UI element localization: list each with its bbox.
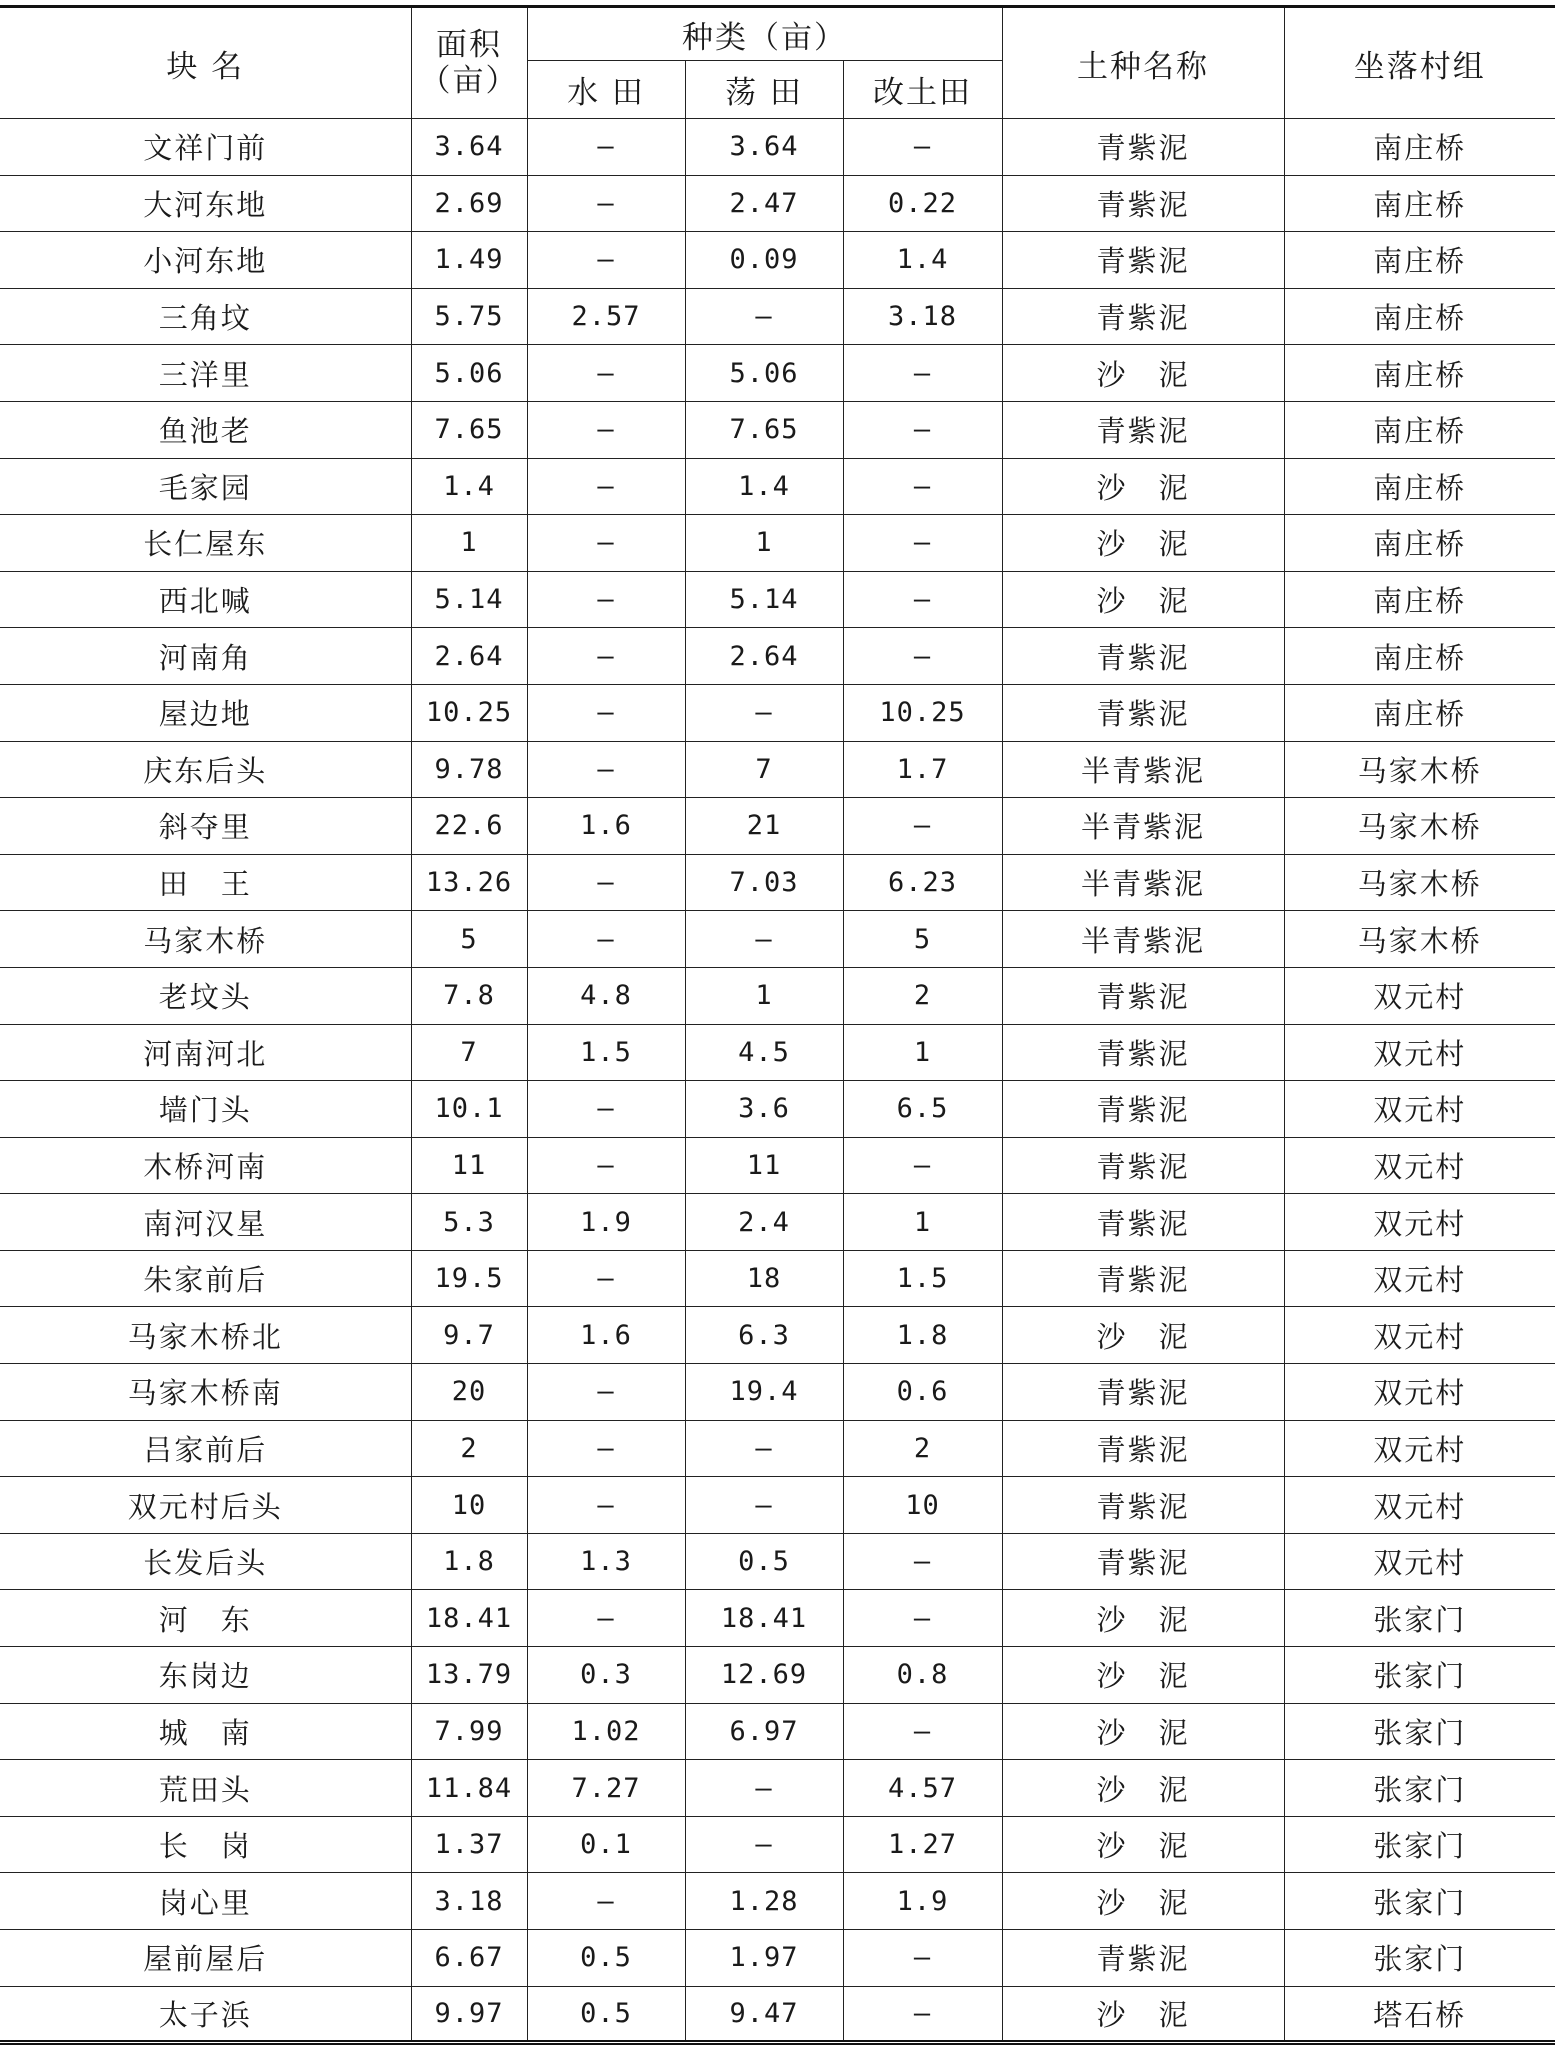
- area-cell: 1.8: [411, 1533, 527, 1590]
- table-row: [0, 1137, 1555, 1194]
- dang-cell: 5.14: [685, 571, 843, 628]
- converted-cell: 2: [843, 1420, 1002, 1477]
- dang-cell: 7.03: [685, 854, 843, 911]
- dang-cell: 18.41: [685, 1590, 843, 1647]
- dang-cell: 6.97: [685, 1703, 843, 1760]
- village-cell: 南庄桥: [1284, 175, 1555, 232]
- converted-cell: 6.23: [843, 854, 1002, 911]
- converted-cell: 0.22: [843, 175, 1002, 232]
- soil-name-cell: 青紫泥: [1002, 175, 1284, 232]
- soil-name-cell: 半青紫泥: [1002, 741, 1284, 798]
- table-row: [0, 458, 1555, 515]
- village-cell: 张家门: [1284, 1703, 1555, 1760]
- dang-cell: 12.69: [685, 1647, 843, 1704]
- dang-cell: 3.6: [685, 1081, 843, 1138]
- dang-cell: —: [685, 911, 843, 968]
- area-cell: 13.79: [411, 1647, 527, 1704]
- table-row: [0, 175, 1555, 232]
- area-cell: 13.26: [411, 854, 527, 911]
- table-header: [0, 7, 1555, 119]
- area-cell: 1.37: [411, 1816, 527, 1873]
- paddy-cell: —: [527, 1081, 685, 1138]
- dang-cell: 5.06: [685, 345, 843, 402]
- dang-cell: 1: [685, 515, 843, 572]
- table-row: [0, 798, 1555, 855]
- soil-name-cell: 沙 泥: [1002, 1986, 1284, 2043]
- block-name-cell: 文祥门前: [0, 119, 411, 176]
- header-block-name: 块 名: [0, 7, 411, 119]
- dang-cell: 19.4: [685, 1364, 843, 1421]
- dang-cell: 2.4: [685, 1194, 843, 1251]
- soil-name-cell: 半青紫泥: [1002, 854, 1284, 911]
- block-name-cell: 斜夺里: [0, 798, 411, 855]
- area-cell: 20: [411, 1364, 527, 1421]
- paddy-cell: —: [527, 175, 685, 232]
- paddy-cell: —: [527, 1364, 685, 1421]
- soil-name-cell: 青紫泥: [1002, 1533, 1284, 1590]
- village-cell: 双元村: [1284, 1024, 1555, 1081]
- converted-cell: 1.4: [843, 232, 1002, 289]
- area-cell: 3.18: [411, 1873, 527, 1930]
- block-name-cell: 木桥河南: [0, 1137, 411, 1194]
- village-cell: 马家木桥: [1284, 854, 1555, 911]
- block-name-cell: 朱家前后: [0, 1250, 411, 1307]
- paddy-cell: 1.9: [527, 1194, 685, 1251]
- paddy-cell: —: [527, 628, 685, 685]
- village-cell: 南庄桥: [1284, 515, 1555, 572]
- area-cell: 6.67: [411, 1930, 527, 1987]
- village-cell: 南庄桥: [1284, 628, 1555, 685]
- paddy-cell: 1.02: [527, 1703, 685, 1760]
- village-cell: 南庄桥: [1284, 684, 1555, 741]
- block-name-cell: 长 岗: [0, 1816, 411, 1873]
- converted-cell: 6.5: [843, 1081, 1002, 1138]
- converted-cell: 10: [843, 1477, 1002, 1534]
- dang-cell: —: [685, 1760, 843, 1817]
- table-row: [0, 1816, 1555, 1873]
- paddy-cell: 0.5: [527, 1986, 685, 2043]
- block-name-cell: 墙门头: [0, 1081, 411, 1138]
- soil-name-cell: 沙 泥: [1002, 458, 1284, 515]
- village-cell: 南庄桥: [1284, 458, 1555, 515]
- soil-name-cell: 青紫泥: [1002, 1081, 1284, 1138]
- soil-name-cell: 青紫泥: [1002, 119, 1284, 176]
- converted-cell: 10.25: [843, 684, 1002, 741]
- table-row: [0, 515, 1555, 572]
- converted-cell: —: [843, 401, 1002, 458]
- soil-name-cell: 青紫泥: [1002, 1024, 1284, 1081]
- village-cell: 双元村: [1284, 1250, 1555, 1307]
- village-cell: 双元村: [1284, 1420, 1555, 1477]
- header-paddy: 水 田: [527, 61, 685, 119]
- area-cell: 7.65: [411, 401, 527, 458]
- dang-cell: 1.4: [685, 458, 843, 515]
- soil-name-cell: 半青紫泥: [1002, 798, 1284, 855]
- block-name-cell: 马家木桥北: [0, 1307, 411, 1364]
- village-cell: 双元村: [1284, 1364, 1555, 1421]
- dang-cell: 4.5: [685, 1024, 843, 1081]
- converted-cell: —: [843, 345, 1002, 402]
- soil-name-cell: 青紫泥: [1002, 288, 1284, 345]
- table-row: [0, 1590, 1555, 1647]
- table-row: [0, 571, 1555, 628]
- soil-name-cell: 青紫泥: [1002, 401, 1284, 458]
- table-row: [0, 119, 1555, 176]
- paddy-cell: —: [527, 1873, 685, 1930]
- village-cell: 马家木桥: [1284, 798, 1555, 855]
- paddy-cell: —: [527, 741, 685, 798]
- converted-cell: —: [843, 798, 1002, 855]
- converted-cell: 1.8: [843, 1307, 1002, 1364]
- header-soil-name: 土种名称: [1002, 7, 1284, 119]
- block-name-cell: 屋前屋后: [0, 1930, 411, 1987]
- converted-cell: 1: [843, 1024, 1002, 1081]
- paddy-cell: —: [527, 1477, 685, 1534]
- paddy-cell: —: [527, 515, 685, 572]
- converted-cell: 2: [843, 967, 1002, 1024]
- soil-name-cell: 青紫泥: [1002, 967, 1284, 1024]
- converted-cell: 1.7: [843, 741, 1002, 798]
- soil-name-cell: 沙 泥: [1002, 1816, 1284, 1873]
- paddy-cell: —: [527, 232, 685, 289]
- table-row: [0, 1250, 1555, 1307]
- area-cell: 5.14: [411, 571, 527, 628]
- converted-cell: 1: [843, 1194, 1002, 1251]
- village-cell: 张家门: [1284, 1930, 1555, 1987]
- village-cell: 双元村: [1284, 967, 1555, 1024]
- block-name-cell: 东岗边: [0, 1647, 411, 1704]
- area-cell: 22.6: [411, 798, 527, 855]
- converted-cell: —: [843, 1930, 1002, 1987]
- paddy-cell: 0.3: [527, 1647, 685, 1704]
- paddy-cell: 0.1: [527, 1816, 685, 1873]
- paddy-cell: 1.6: [527, 798, 685, 855]
- village-cell: 马家木桥: [1284, 911, 1555, 968]
- converted-cell: —: [843, 571, 1002, 628]
- paddy-cell: 2.57: [527, 288, 685, 345]
- area-cell: 2.69: [411, 175, 527, 232]
- block-name-cell: 三角坟: [0, 288, 411, 345]
- converted-cell: 1.27: [843, 1816, 1002, 1873]
- area-cell: 5.75: [411, 288, 527, 345]
- area-cell: 10.25: [411, 684, 527, 741]
- header-types: 种类（亩）: [527, 7, 1002, 61]
- soil-name-cell: 沙 泥: [1002, 1873, 1284, 1930]
- table-row: [0, 1194, 1555, 1251]
- table-row: [0, 401, 1555, 458]
- soil-name-cell: 青紫泥: [1002, 1930, 1284, 1987]
- paddy-cell: —: [527, 571, 685, 628]
- area-cell: 9.97: [411, 1986, 527, 2043]
- area-cell: 5.3: [411, 1194, 527, 1251]
- dang-cell: —: [685, 288, 843, 345]
- block-name-cell: 城 南: [0, 1703, 411, 1760]
- area-cell: 1.4: [411, 458, 527, 515]
- soil-name-cell: 青紫泥: [1002, 1364, 1284, 1421]
- dang-cell: 1.28: [685, 1873, 843, 1930]
- area-cell: 11.84: [411, 1760, 527, 1817]
- block-name-cell: 河南角: [0, 628, 411, 685]
- paddy-cell: —: [527, 854, 685, 911]
- village-cell: 南庄桥: [1284, 288, 1555, 345]
- table-row: [0, 1533, 1555, 1590]
- table-row: [0, 345, 1555, 402]
- header-dang: 荡 田: [685, 61, 843, 119]
- converted-cell: 5: [843, 911, 1002, 968]
- table-row: [0, 1024, 1555, 1081]
- dang-cell: 0.5: [685, 1533, 843, 1590]
- area-cell: 2.64: [411, 628, 527, 685]
- block-name-cell: 河 东: [0, 1590, 411, 1647]
- soil-name-cell: 青紫泥: [1002, 1250, 1284, 1307]
- block-name-cell: 南河汉星: [0, 1194, 411, 1251]
- village-cell: 双元村: [1284, 1307, 1555, 1364]
- dang-cell: 21: [685, 798, 843, 855]
- block-name-cell: 西北喊: [0, 571, 411, 628]
- converted-cell: —: [843, 1703, 1002, 1760]
- converted-cell: —: [843, 458, 1002, 515]
- table-row: [0, 1647, 1555, 1704]
- paddy-cell: —: [527, 458, 685, 515]
- table-row: [0, 1760, 1555, 1817]
- dang-cell: 7: [685, 741, 843, 798]
- dang-cell: —: [685, 1477, 843, 1534]
- block-name-cell: 老坟头: [0, 967, 411, 1024]
- village-cell: 马家木桥: [1284, 741, 1555, 798]
- soil-name-cell: 沙 泥: [1002, 345, 1284, 402]
- soil-name-cell: 青紫泥: [1002, 232, 1284, 289]
- soil-name-cell: 沙 泥: [1002, 1590, 1284, 1647]
- soil-name-cell: 青紫泥: [1002, 1420, 1284, 1477]
- village-cell: 南庄桥: [1284, 401, 1555, 458]
- block-name-cell: 大河东地: [0, 175, 411, 232]
- header-area-line2: （亩）: [419, 63, 519, 99]
- table-row: [0, 232, 1555, 289]
- dang-cell: 2.47: [685, 175, 843, 232]
- converted-cell: —: [843, 1137, 1002, 1194]
- village-cell: 张家门: [1284, 1760, 1555, 1817]
- block-name-cell: 毛家园: [0, 458, 411, 515]
- village-cell: 双元村: [1284, 1081, 1555, 1138]
- converted-cell: 1.9: [843, 1873, 1002, 1930]
- paddy-cell: 0.5: [527, 1930, 685, 1987]
- dang-cell: 18: [685, 1250, 843, 1307]
- block-name-cell: 马家木桥南: [0, 1364, 411, 1421]
- paddy-cell: 1.6: [527, 1307, 685, 1364]
- area-cell: 10.1: [411, 1081, 527, 1138]
- table-row: [0, 1081, 1555, 1138]
- dang-cell: 11: [685, 1137, 843, 1194]
- paddy-cell: —: [527, 1590, 685, 1647]
- table-row: [0, 741, 1555, 798]
- village-cell: 南庄桥: [1284, 571, 1555, 628]
- block-name-cell: 屋边地: [0, 684, 411, 741]
- dang-cell: 1: [685, 967, 843, 1024]
- soil-name-cell: 沙 泥: [1002, 1703, 1284, 1760]
- block-name-cell: 吕家前后: [0, 1420, 411, 1477]
- header-area-line1: 面积: [436, 27, 502, 63]
- table-row: [0, 684, 1555, 741]
- table-row: [0, 1477, 1555, 1534]
- village-cell: 张家门: [1284, 1590, 1555, 1647]
- soil-name-cell: 沙 泥: [1002, 1760, 1284, 1817]
- paddy-cell: —: [527, 911, 685, 968]
- village-cell: 双元村: [1284, 1477, 1555, 1534]
- village-cell: 南庄桥: [1284, 345, 1555, 402]
- soil-name-cell: 半青紫泥: [1002, 911, 1284, 968]
- paddy-cell: 7.27: [527, 1760, 685, 1817]
- table-row: [0, 911, 1555, 968]
- converted-cell: —: [843, 628, 1002, 685]
- area-cell: 7.8: [411, 967, 527, 1024]
- table-body: [0, 119, 1555, 2043]
- converted-cell: —: [843, 1986, 1002, 2043]
- paddy-cell: 1.3: [527, 1533, 685, 1590]
- village-cell: 双元村: [1284, 1194, 1555, 1251]
- area-cell: 1: [411, 515, 527, 572]
- block-name-cell: 鱼池老: [0, 401, 411, 458]
- area-cell: 9.7: [411, 1307, 527, 1364]
- village-cell: 张家门: [1284, 1873, 1555, 1930]
- converted-cell: —: [843, 1590, 1002, 1647]
- table-row: [0, 1307, 1555, 1364]
- village-cell: 塔石桥: [1284, 1986, 1555, 2043]
- area-cell: 9.78: [411, 741, 527, 798]
- paddy-cell: —: [527, 684, 685, 741]
- dang-cell: —: [685, 684, 843, 741]
- village-cell: 南庄桥: [1284, 232, 1555, 289]
- soil-name-cell: 青紫泥: [1002, 1477, 1284, 1534]
- soil-name-cell: 沙 泥: [1002, 1647, 1284, 1704]
- converted-cell: —: [843, 119, 1002, 176]
- dang-cell: 0.09: [685, 232, 843, 289]
- dang-cell: 6.3: [685, 1307, 843, 1364]
- soil-name-cell: 沙 泥: [1002, 515, 1284, 572]
- area-cell: 7.99: [411, 1703, 527, 1760]
- table-row: [0, 854, 1555, 911]
- block-name-cell: 岗心里: [0, 1873, 411, 1930]
- paddy-cell: —: [527, 345, 685, 402]
- converted-cell: 0.8: [843, 1647, 1002, 1704]
- area-cell: 1.49: [411, 232, 527, 289]
- block-name-cell: 小河东地: [0, 232, 411, 289]
- block-name-cell: 马家木桥: [0, 911, 411, 968]
- dang-cell: 7.65: [685, 401, 843, 458]
- soil-name-cell: 青紫泥: [1002, 684, 1284, 741]
- table-row: [0, 967, 1555, 1024]
- block-name-cell: 长发后头: [0, 1533, 411, 1590]
- converted-cell: —: [843, 515, 1002, 572]
- converted-cell: 3.18: [843, 288, 1002, 345]
- block-name-cell: 庆东后头: [0, 741, 411, 798]
- paddy-cell: 1.5: [527, 1024, 685, 1081]
- village-cell: 张家门: [1284, 1816, 1555, 1873]
- converted-cell: 0.6: [843, 1364, 1002, 1421]
- header-village: 坐落村组: [1284, 7, 1555, 119]
- converted-cell: 4.57: [843, 1760, 1002, 1817]
- table-row: [0, 1703, 1555, 1760]
- dang-cell: —: [685, 1816, 843, 1873]
- area-cell: 7: [411, 1024, 527, 1081]
- soil-name-cell: 青紫泥: [1002, 1194, 1284, 1251]
- table-row: [0, 1420, 1555, 1477]
- table-row: [0, 628, 1555, 685]
- table-row: [0, 1986, 1555, 2043]
- table-row: [0, 1930, 1555, 1987]
- paddy-cell: —: [527, 1137, 685, 1194]
- block-name-cell: 荒田头: [0, 1760, 411, 1817]
- soil-name-cell: 青紫泥: [1002, 1137, 1284, 1194]
- dang-cell: 9.47: [685, 1986, 843, 2043]
- soil-name-cell: 沙 泥: [1002, 571, 1284, 628]
- area-cell: 10: [411, 1477, 527, 1534]
- block-name-cell: 长仁屋东: [0, 515, 411, 572]
- converted-cell: —: [843, 1533, 1002, 1590]
- block-name-cell: 河南河北: [0, 1024, 411, 1081]
- paddy-cell: —: [527, 119, 685, 176]
- area-cell: 2: [411, 1420, 527, 1477]
- soil-block-table: [0, 5, 1555, 2045]
- paddy-cell: 4.8: [527, 967, 685, 1024]
- block-name-cell: 太子浜: [0, 1986, 411, 2043]
- area-cell: 5: [411, 911, 527, 968]
- block-name-cell: 双元村后头: [0, 1477, 411, 1534]
- soil-name-cell: 青紫泥: [1002, 628, 1284, 685]
- area-cell: 3.64: [411, 119, 527, 176]
- area-cell: 5.06: [411, 345, 527, 402]
- table-row: [0, 1364, 1555, 1421]
- paddy-cell: —: [527, 401, 685, 458]
- area-cell: 18.41: [411, 1590, 527, 1647]
- dang-cell: —: [685, 1420, 843, 1477]
- dang-cell: 1.97: [685, 1930, 843, 1987]
- village-cell: 南庄桥: [1284, 119, 1555, 176]
- block-name-cell: 田 王: [0, 854, 411, 911]
- soil-name-cell: 沙 泥: [1002, 1307, 1284, 1364]
- soil-table-container: [0, 5, 1555, 2045]
- header-converted: 改土田: [843, 61, 1002, 119]
- table-row: [0, 288, 1555, 345]
- dang-cell: 2.64: [685, 628, 843, 685]
- paddy-cell: —: [527, 1420, 685, 1477]
- table-row: [0, 1873, 1555, 1930]
- village-cell: 双元村: [1284, 1137, 1555, 1194]
- paddy-cell: —: [527, 1250, 685, 1307]
- block-name-cell: 三洋里: [0, 345, 411, 402]
- village-cell: 张家门: [1284, 1647, 1555, 1704]
- dang-cell: 3.64: [685, 119, 843, 176]
- village-cell: 双元村: [1284, 1533, 1555, 1590]
- converted-cell: 1.5: [843, 1250, 1002, 1307]
- header-area: [411, 7, 527, 119]
- area-cell: 11: [411, 1137, 527, 1194]
- area-cell: 19.5: [411, 1250, 527, 1307]
